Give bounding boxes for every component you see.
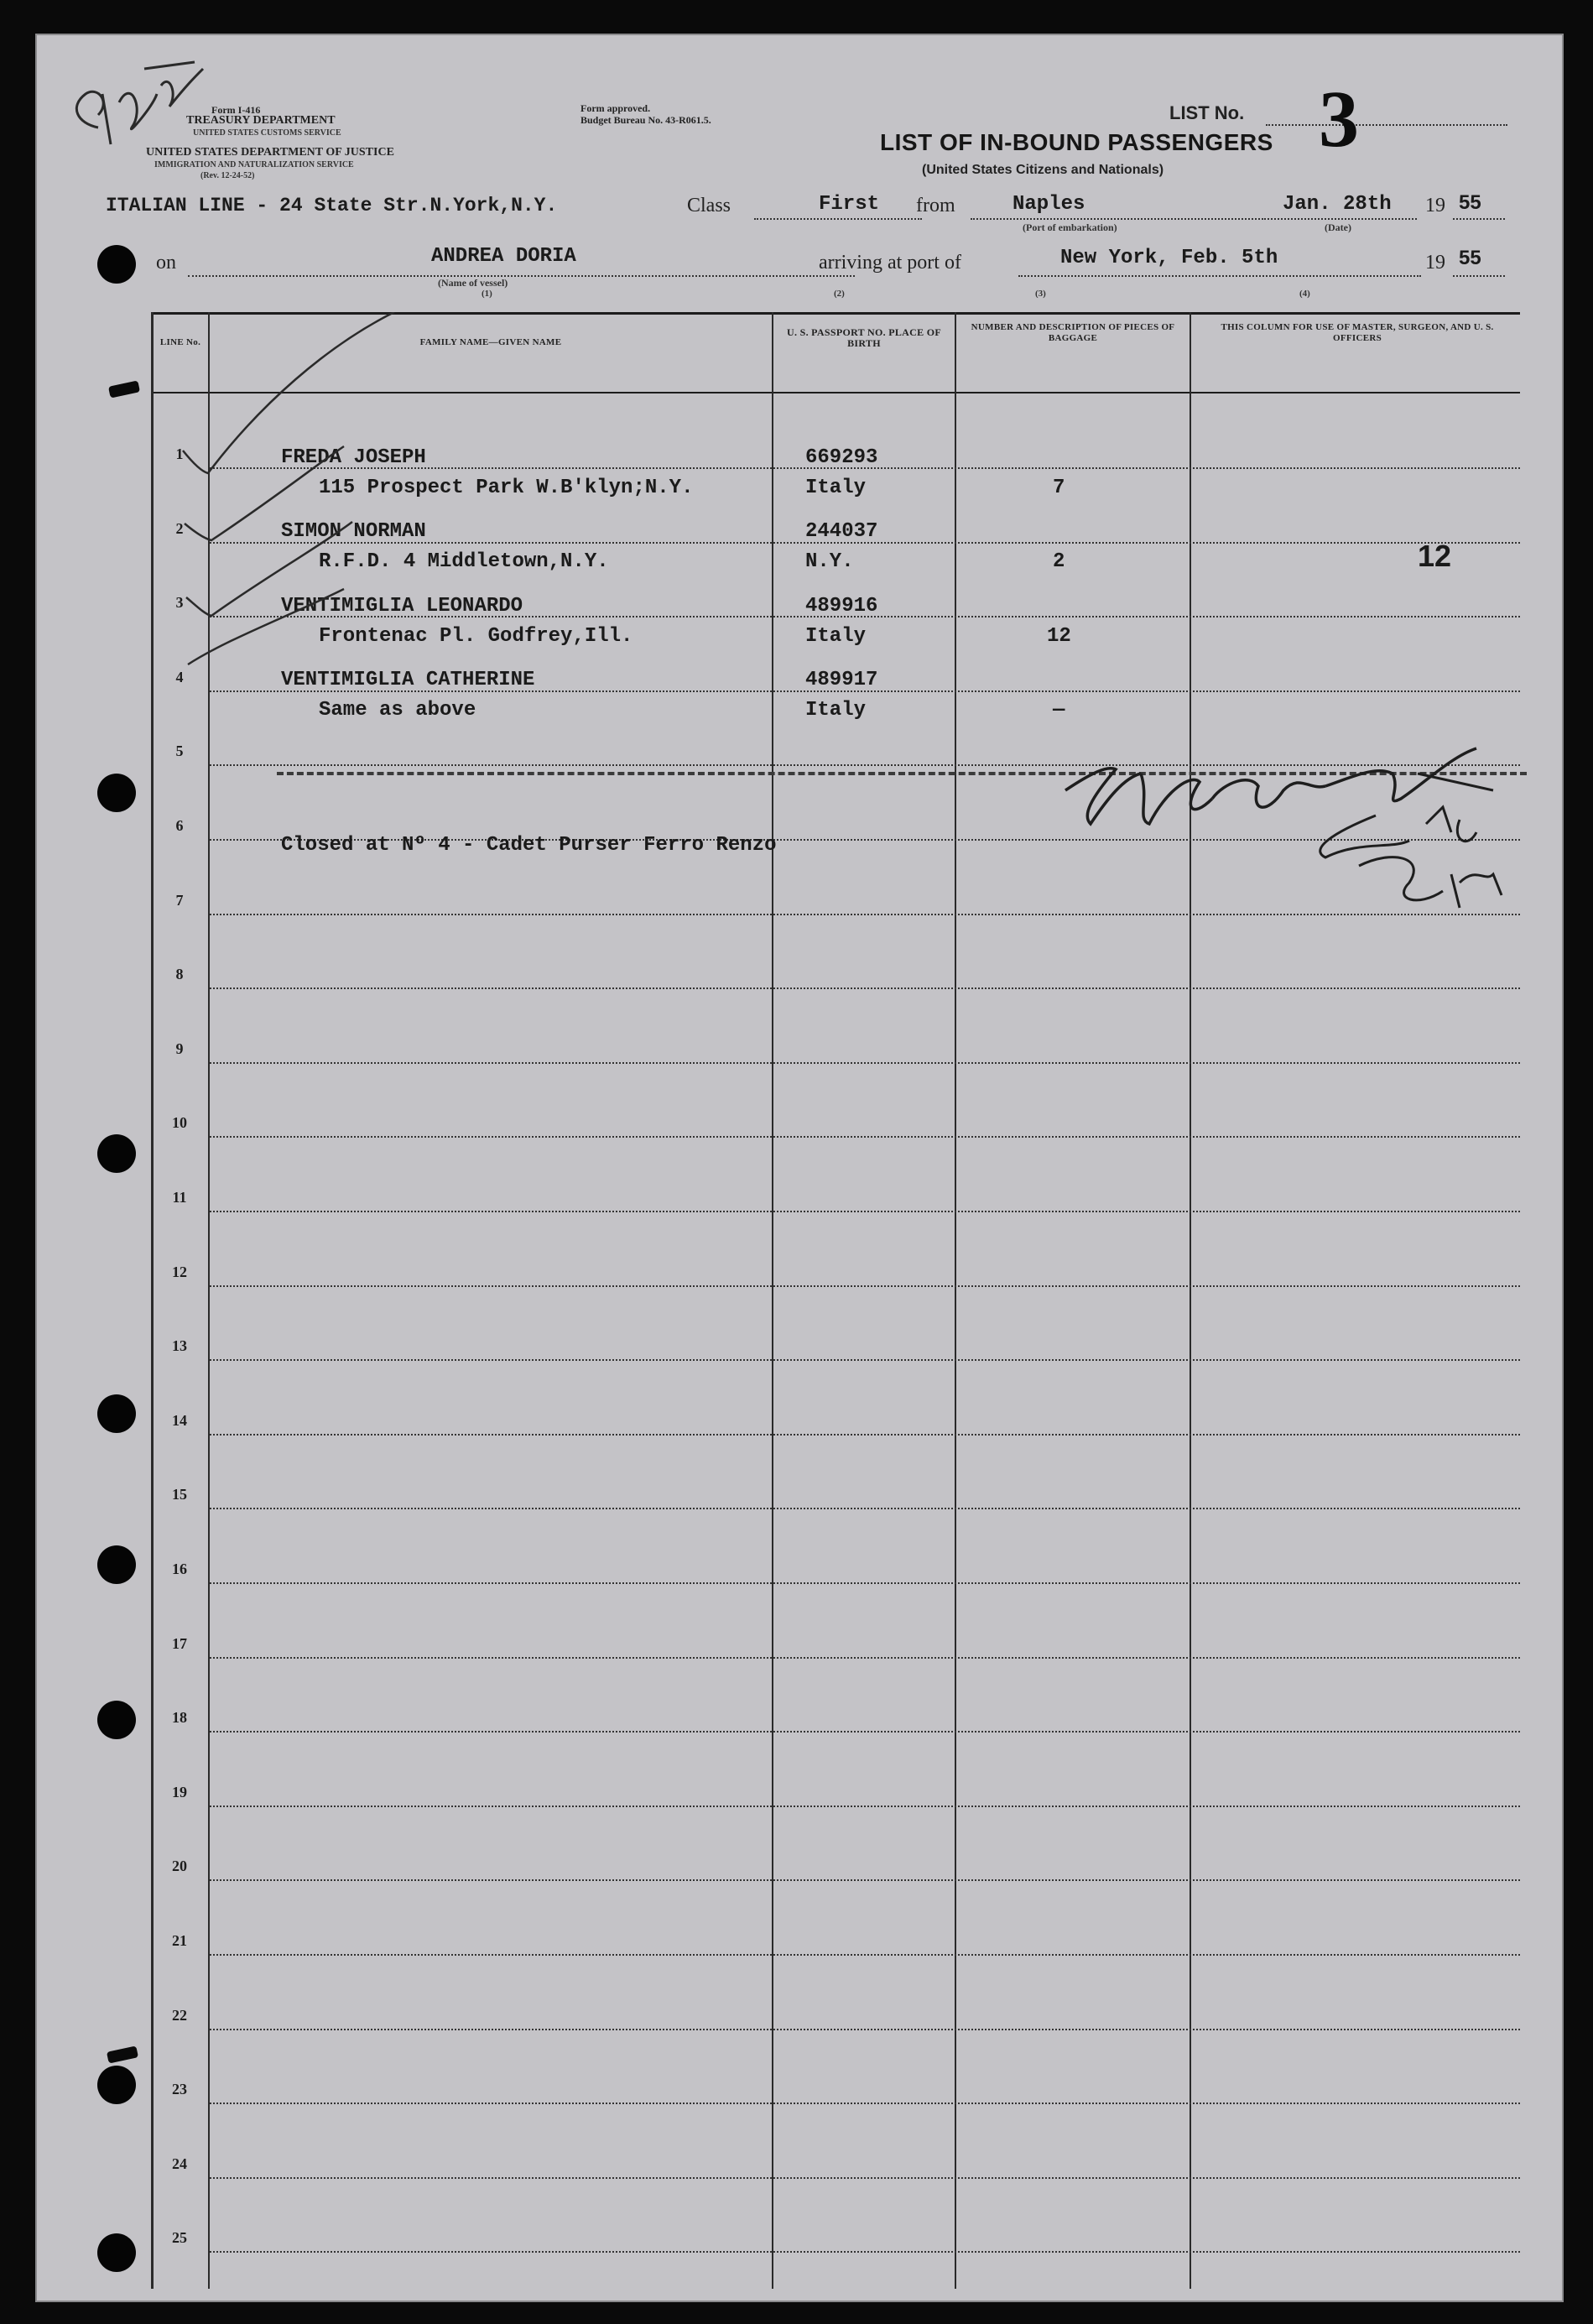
punch-hole xyxy=(97,2066,136,2104)
punch-hole xyxy=(97,245,136,284)
col-divider xyxy=(1190,312,1191,2289)
treasury-department: TREASURY DEPARTMENT xyxy=(186,114,336,127)
passenger-name: SIMON NORMAN xyxy=(281,520,426,543)
from-line xyxy=(971,218,1260,220)
page-title: LIST OF IN-BOUND PASSENGERS xyxy=(880,129,1273,155)
row-number: 4 xyxy=(175,669,184,685)
list-no-label: LIST No. xyxy=(1169,102,1245,123)
passenger-address: Frontenac Pl. Godfrey,Ill. xyxy=(319,625,633,648)
shipping-agent: ITALIAN LINE - 24 State Str.N.York,N.Y. xyxy=(106,195,558,216)
form-approved: Form approved. xyxy=(580,102,651,114)
row-number: 6 xyxy=(175,817,184,834)
row-number: 24 xyxy=(172,2155,187,2172)
row-number: 19 xyxy=(172,1784,187,1800)
immigration-service: IMMIGRATION AND NATURALIZATION SERVICE xyxy=(154,160,354,169)
inspector-signature xyxy=(1057,740,1527,941)
passenger-table xyxy=(151,312,1520,2289)
row-rule xyxy=(210,1657,1520,1659)
place-of-birth: Italy xyxy=(805,477,867,499)
passenger-name: FREDA JOSEPH xyxy=(281,446,426,469)
punch-hole xyxy=(97,774,136,812)
row-number: 17 xyxy=(172,1635,187,1652)
passport-number: 489916 xyxy=(805,595,878,617)
col-header-name: FAMILY NAME—GIVEN NAME xyxy=(419,337,562,347)
class-value: First xyxy=(819,193,880,216)
passenger-address: Same as above xyxy=(319,699,476,722)
place-of-birth: N.Y. xyxy=(805,550,854,573)
customs-service: UNITED STATES CUSTOMS SERVICE xyxy=(193,128,341,138)
revision: (Rev. 12-24-52) xyxy=(200,171,255,180)
row-number: 12 xyxy=(172,1264,187,1280)
col-divider xyxy=(151,312,154,2289)
punch-mark xyxy=(107,2045,138,2063)
class-line xyxy=(754,218,922,220)
passport-number: 244037 xyxy=(805,520,878,543)
passenger-name: VENTIMIGLIA CATHERINE xyxy=(281,669,535,691)
punch-hole xyxy=(97,1701,136,1739)
col-divider xyxy=(772,312,773,2289)
row-rule xyxy=(210,1954,1520,1956)
col-header-passport: U. S. PASSPORT NO. PLACE OF BIRTH xyxy=(787,326,941,349)
passenger-name: VENTIMIGLIA LEONARDO xyxy=(281,595,523,617)
row-rule xyxy=(210,1211,1520,1212)
baggage-count: 12 xyxy=(1047,625,1071,648)
year-prefix-dep: 19 xyxy=(1425,195,1445,216)
form-number: Form I-416 xyxy=(211,104,261,116)
department-of-justice: UNITED STATES DEPARTMENT OF JUSTICE xyxy=(146,146,394,159)
date-line xyxy=(1262,218,1417,220)
row-number: 25 xyxy=(172,2229,187,2246)
row-number: 13 xyxy=(172,1337,187,1354)
place-of-birth: Italy xyxy=(805,699,867,722)
budget-bureau: Budget Bureau No. 43-R061.5. xyxy=(580,114,711,126)
arrival-port: New York, Feb. 5th xyxy=(1060,247,1278,269)
row-rule xyxy=(210,1508,1520,1509)
row-number: 23 xyxy=(172,2081,187,2097)
passport-number: 669293 xyxy=(805,446,878,469)
row-number: 10 xyxy=(172,1114,187,1131)
caption-4: (4) xyxy=(1299,289,1310,299)
departure-year: 55 xyxy=(1459,191,1481,214)
row-rule xyxy=(210,1285,1520,1287)
row-number: 1 xyxy=(175,446,184,462)
col-header-line-no: LINE No. xyxy=(159,337,201,347)
year-prefix-arr: 19 xyxy=(1425,252,1445,274)
caption-1: (1) xyxy=(482,289,492,299)
col-divider xyxy=(955,312,956,2289)
passport-number: 489917 xyxy=(805,669,878,691)
officer-total: 12 xyxy=(1418,539,1452,573)
punch-hole xyxy=(97,1394,136,1433)
row-number: 21 xyxy=(172,1932,187,1949)
punch-hole xyxy=(97,1545,136,1584)
row-rule xyxy=(210,1806,1520,1807)
row-rule xyxy=(210,1879,1520,1881)
passenger-address: 115 Prospect Park W.B'klyn;N.Y. xyxy=(319,477,694,499)
punch-mark xyxy=(108,380,140,398)
row-rule xyxy=(210,2029,1520,2030)
arrival-year: 55 xyxy=(1459,247,1481,269)
year-line-arr xyxy=(1453,275,1505,277)
row-number: 3 xyxy=(175,594,184,611)
port-caption: (Port of embarkation) xyxy=(1023,221,1117,233)
row-rule xyxy=(210,2251,1520,2253)
row-rule xyxy=(210,987,1520,989)
row-rule xyxy=(210,1136,1520,1138)
baggage-count: 2 xyxy=(1053,550,1065,573)
from-label: from xyxy=(916,195,955,216)
caption-2: (2) xyxy=(834,289,845,299)
year-line-dep xyxy=(1453,218,1505,220)
list-no-line xyxy=(1266,124,1507,126)
row-number: 15 xyxy=(172,1486,187,1503)
punch-hole xyxy=(97,1134,136,1173)
row-number: 2 xyxy=(175,520,184,537)
row-rule xyxy=(210,1434,1520,1436)
punch-hole xyxy=(97,2233,136,2272)
row-number: 16 xyxy=(172,1561,187,1577)
row-rule xyxy=(210,2103,1520,2104)
row-number: 11 xyxy=(172,1189,187,1206)
closing-note: Closed at Nº 4 - Cadet Purser Ferro Renzo xyxy=(281,834,777,857)
baggage-count: — xyxy=(1053,699,1065,722)
row-rule xyxy=(210,1582,1520,1584)
port-of-embarkation: Naples xyxy=(1013,193,1085,216)
date-caption: (Date) xyxy=(1325,221,1351,233)
row-number: 7 xyxy=(175,892,184,909)
row-number: 20 xyxy=(172,1858,187,1874)
place-of-birth: Italy xyxy=(805,625,867,648)
col-header-officers: THIS COLUMN FOR USE OF MASTER, SURGEON, AND U. S. OFFICERS xyxy=(1221,322,1494,343)
list-number: 3 xyxy=(1319,74,1359,164)
row-number: 22 xyxy=(172,2007,187,2024)
arriving-label: arriving at port of xyxy=(819,252,961,274)
row-number: 5 xyxy=(175,743,184,759)
row-rule xyxy=(210,1062,1520,1064)
row-rule xyxy=(210,2177,1520,2179)
row-rule xyxy=(210,1731,1520,1733)
vessel-line xyxy=(188,275,855,277)
passenger-address: R.F.D. 4 Middletown,N.Y. xyxy=(319,550,609,573)
vessel-name: ANDREA DORIA xyxy=(431,245,576,268)
row-rule xyxy=(210,1359,1520,1361)
row-number: 8 xyxy=(175,966,184,982)
col-header-baggage: NUMBER AND DESCRIPTION OF PIECES OF BAGGAGE xyxy=(971,322,1175,343)
on-label: on xyxy=(156,252,176,274)
vessel-caption: (Name of vessel) xyxy=(438,277,508,289)
arrival-port-line xyxy=(1018,275,1421,277)
page-subtitle: (United States Citizens and Nationals) xyxy=(922,163,1164,177)
departure-date: Jan. 28th xyxy=(1283,193,1392,216)
class-label: Class xyxy=(687,195,731,216)
checkmarks xyxy=(168,312,503,748)
caption-3: (3) xyxy=(1035,289,1046,299)
row-number: 9 xyxy=(175,1040,184,1057)
baggage-count: 7 xyxy=(1053,477,1065,499)
row-number: 18 xyxy=(172,1709,187,1726)
manifest-sheet xyxy=(35,34,1564,2302)
row-number: 14 xyxy=(172,1412,187,1429)
